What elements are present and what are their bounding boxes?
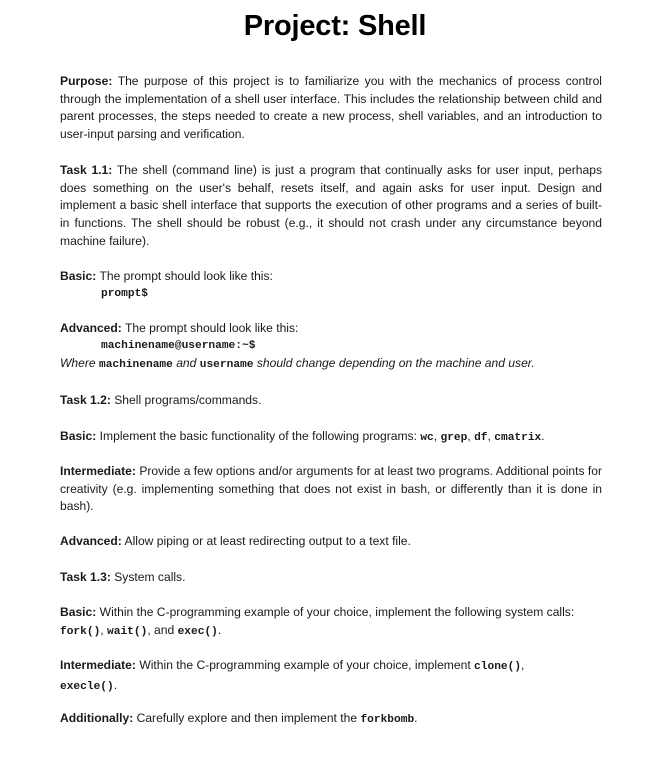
task-1-1-label: Task 1.1:	[60, 163, 113, 177]
sep: ,	[521, 658, 525, 672]
additionally-text: Carefully explore and then implement the	[133, 711, 361, 725]
sep: ,	[100, 622, 108, 637]
purpose-paragraph	[60, 73, 602, 144]
advanced-piping-text: Allow piping or at least redirecting output to a text file.	[121, 534, 411, 548]
sep: ,	[487, 429, 495, 443]
intermediate-programs-text: Provide a few options and/or arguments for at least two programs. Additional points for creativity (e.g. implementing something that does not exist in bash, or differently than it is done in bash).	[60, 464, 602, 514]
task-1-2-label: Task 1.2:	[60, 393, 111, 407]
syscall-execle: execle()	[60, 680, 114, 693]
basic-prompt-paragraph	[60, 268, 602, 303]
end-period: .	[113, 677, 118, 692]
intermediate-label: Intermediate:	[60, 464, 136, 478]
syscall-clone: clone()	[474, 661, 522, 673]
intermediate-syscalls-text: Within the C-programming example of your choice, implement	[135, 658, 475, 672]
forkbomb-code: forkbomb	[360, 714, 415, 726]
syscall-wait: wait()	[107, 625, 148, 638]
basic-programs-paragraph	[60, 428, 602, 448]
advanced-prompt-note	[60, 356, 535, 370]
advanced-piping-paragraph	[60, 533, 602, 551]
end-period: .	[541, 429, 545, 443]
purpose-label: Purpose:	[60, 74, 113, 88]
sep: ,	[467, 429, 475, 443]
advanced-prompt-code: machinename@username:~$	[101, 339, 256, 352]
sep: ,	[433, 429, 441, 443]
note-code-machinename: machinename	[98, 359, 173, 372]
program-grep: grep	[440, 432, 468, 444]
additionally-label: Additionally:	[60, 711, 134, 725]
task-1-2-text: Shell programs/commands.	[110, 393, 262, 407]
task-1-3-text: System calls.	[110, 570, 186, 584]
program-df: df	[474, 432, 488, 444]
program-cmatrix: cmatrix	[494, 432, 542, 444]
note-post: should change depending on the machine and user.	[253, 356, 535, 371]
task-1-2-paragraph	[60, 392, 602, 410]
basic-prompt-code: prompt$	[101, 287, 148, 300]
basic-syscalls-label: Basic:	[60, 605, 97, 619]
advanced-prompt-paragraph	[60, 320, 602, 375]
basic-syscalls-text: Within the C-programming example of your choice, implement the following system calls:	[96, 605, 575, 619]
advanced-label: Advanced:	[60, 321, 122, 335]
intermediate-syscalls-label: Intermediate:	[60, 658, 136, 672]
end-period: .	[217, 622, 222, 637]
note-code-username: username	[199, 359, 254, 372]
note-mid: and	[172, 356, 200, 371]
task-1-3-paragraph	[60, 569, 602, 587]
end-period: .	[414, 711, 418, 725]
advanced-prompt-text: The prompt should look like this:	[121, 321, 299, 335]
purpose-text: The purpose of this project is to familiarize you with the mechanics of process control through the implementation of a shell user interface. This includes the relationship between child and parent processes, the steps needed to create a new process, shell variables, and an introduction to user-input parsing and verification.	[60, 74, 602, 142]
basic-syscalls-paragraph	[60, 604, 602, 641]
program-wc: wc	[420, 432, 434, 444]
task-1-1-paragraph	[60, 162, 602, 251]
advanced-piping-label: Advanced:	[60, 534, 122, 548]
syscall-fork: fork()	[60, 625, 101, 638]
basic-label: Basic:	[60, 269, 97, 283]
syscall-exec: exec()	[177, 625, 218, 638]
intermediate-syscalls-paragraph	[60, 657, 602, 696]
task-1-1-text: The shell (command line) is just a program that continually asks for user input, perhaps does something on the user's behalf, resets itself, and again asks for user input. Design and implement a basic shell interface that supports the execution of other programs and a series of built-in functions. The shell should be robust (e.g., it should not crash under any circumstance beyond machine failure).	[60, 163, 602, 248]
task-1-3-label: Task 1.3:	[60, 570, 111, 584]
note-pre: Where	[60, 356, 99, 371]
page-title: Project: Shell	[243, 10, 427, 42]
basic-programs-label: Basic:	[60, 429, 97, 443]
intermediate-programs-paragraph	[60, 463, 602, 516]
sep: , and	[147, 622, 178, 637]
basic-prompt-text: The prompt should look like this:	[96, 269, 273, 283]
additionally-paragraph	[60, 710, 602, 730]
basic-programs-text: Implement the basic functionality of the following programs:	[96, 429, 421, 443]
